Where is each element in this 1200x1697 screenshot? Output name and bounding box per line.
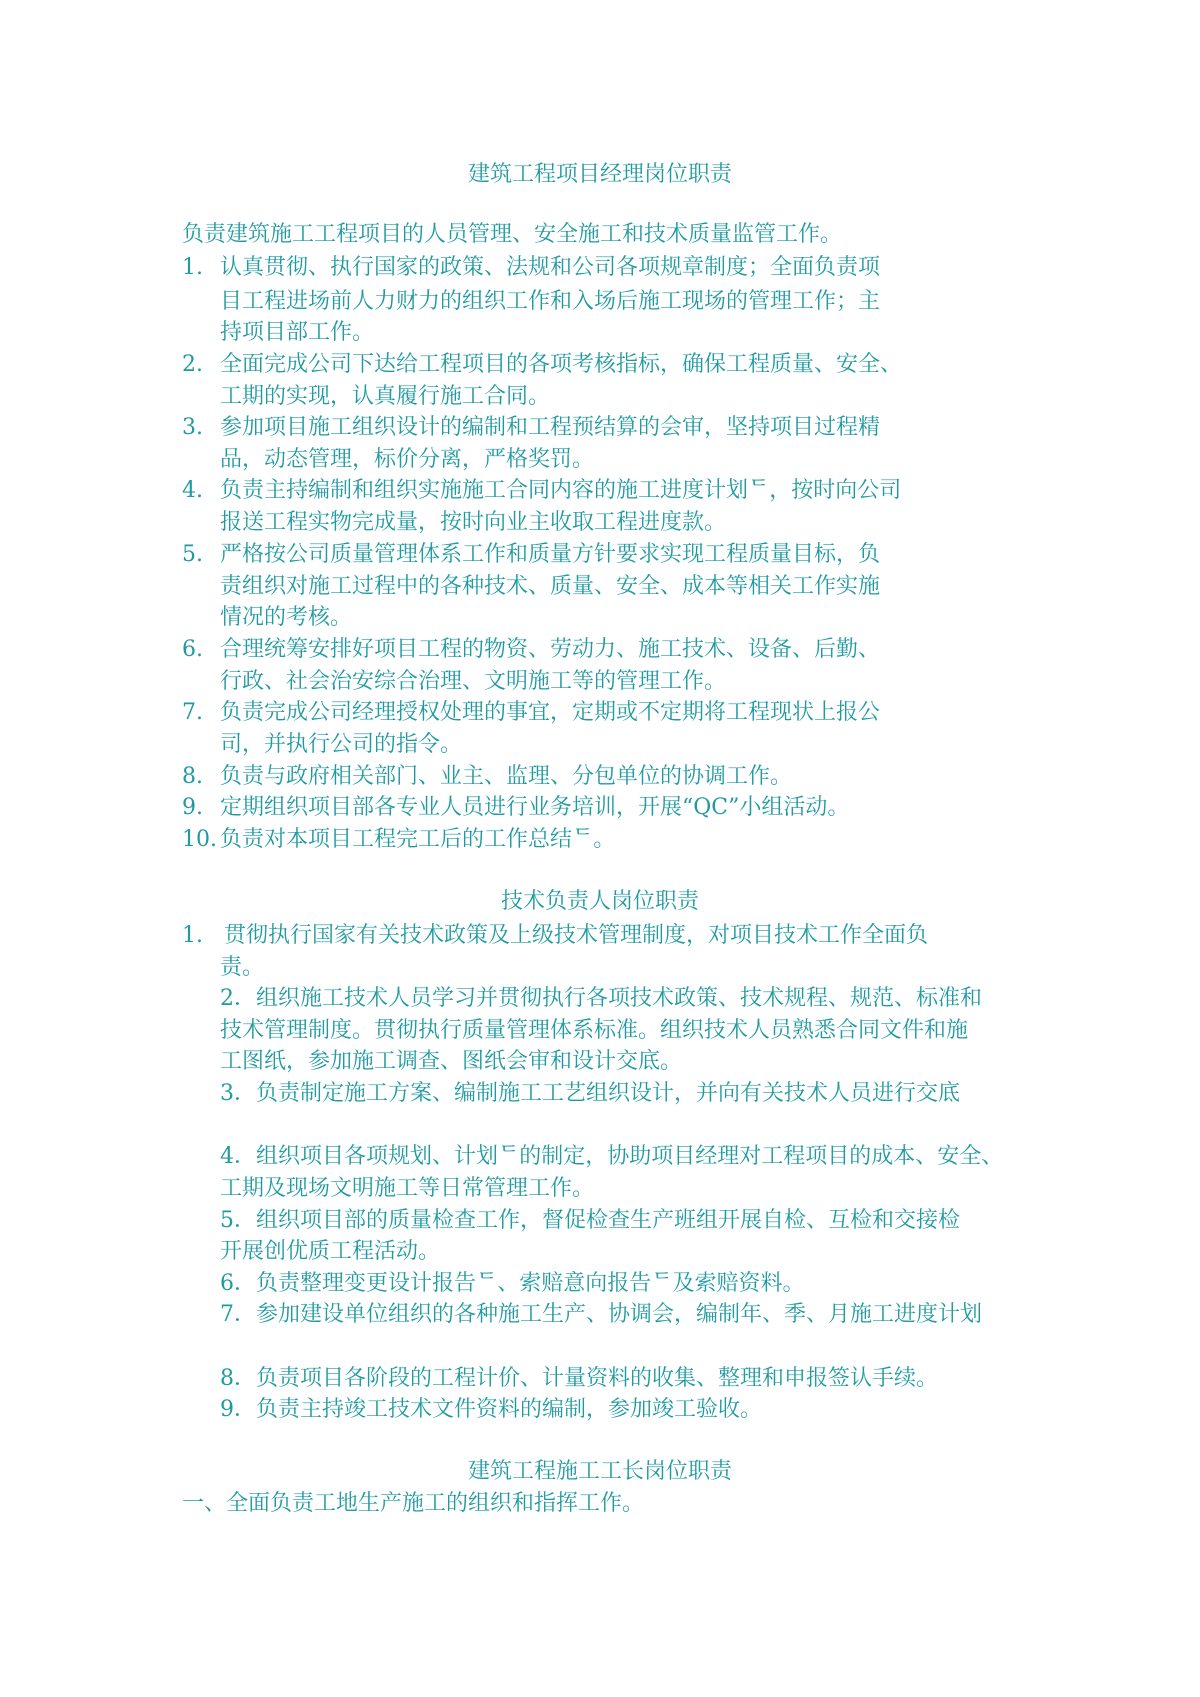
paragraph-line: 7．参加建设单位组织的各种施工生产、协调会，编制年、季、月施工进度计划 — [220, 1302, 982, 1327]
list-item-number: 6. — [182, 637, 203, 662]
list-item — [182, 762, 792, 792]
list-item-text: 负责对本项目工程完工后的工作总结ᄃ。 — [220, 827, 616, 852]
list-item — [182, 413, 880, 443]
list-item-number: 1. — [182, 923, 203, 948]
paragraph-line: 工期及现场文明施工等日常管理工作。 — [220, 1176, 595, 1201]
list-item-continuation: 品，动态管理，标价分离，严格奖罚。 — [220, 447, 595, 472]
list-item — [182, 635, 880, 665]
section2-title: 技术负责人岗位职责 — [500, 889, 699, 914]
list-item — [182, 793, 849, 823]
paragraph-line: 9．负责主持竣工技术文件资料的编制，参加竣工验收。 — [220, 1397, 762, 1422]
paragraph-line: 3．负责制定施工方案、编制施工工艺组织设计，并向有关技术人员进行交底 — [220, 1081, 960, 1106]
list-item — [182, 350, 902, 380]
list-item-text: 认真贯彻、执行国家的政策、法规和公司各项规章制度；全面负责项 — [220, 255, 881, 280]
section3-title: 建筑工程施工工长岗位职责 — [467, 1459, 732, 1484]
paragraph-line: 8．负责项目各阶段的工程计价、计量资料的收集、整理和申报签认手续。 — [220, 1366, 938, 1391]
paragraph-line: 2．组织施工技术人员学习并贯彻执行各项技术政策、技术规程、规范、标准和 — [220, 986, 982, 1011]
list-item — [182, 540, 880, 570]
list-item-text: 贯彻执行国家有关技术政策及上级技术管理制度，对项目技术工作全面负 — [224, 923, 929, 948]
list-item-number: 1. — [182, 255, 203, 280]
list-item-text: 严格按公司质量管理体系工作和质量方针要求实现工程质量目标，负 — [220, 542, 881, 567]
list-item — [182, 825, 615, 855]
list-item-number: 8. — [182, 764, 203, 789]
list-item-continuation: 责组织对施工过程中的各种技术、质量、安全、成本等相关工作实施 — [220, 574, 881, 599]
list-item-text: 合理统筹安排好项目工程的物资、劳动力、施工技术、设备、后勤、 — [220, 637, 881, 662]
list-item-number: 3. — [182, 415, 203, 440]
list-item-continuation: 责。 — [220, 955, 265, 980]
paragraph-line: 4．组织项目各项规划、计划ᄃ的制定，协助项目经理对工程项目的成本、安全、 — [220, 1144, 1004, 1169]
list-item-continuation: 目工程进场前人力财力的组织工作和入场后施工现场的管理工作；主 — [220, 289, 881, 314]
paragraph-line: 工图纸，参加施工调查、图纸会审和设计交底。 — [220, 1049, 683, 1074]
list-item-continuation: 情况的考核。 — [220, 605, 353, 630]
list-item-continuation: 持项目部工作。 — [220, 320, 375, 345]
paragraph-line: 5．组织项目部的质量检查工作，督促检查生产班组开展自检、互检和交接检 — [220, 1208, 960, 1233]
list-item-number: 9. — [182, 795, 203, 820]
list-item — [182, 698, 880, 728]
paragraph-line: 技术管理制度。贯彻执行质量管理体系标准。组织技术人员熟悉合同文件和施 — [220, 1018, 969, 1043]
paragraph-line: 一、全面负责工地生产施工的组织和指挥工作。 — [182, 1491, 645, 1516]
list-item-number: 10. — [182, 827, 217, 852]
list-item-continuation: 行政、社会治安综合治理、文明施工等的管理工作。 — [220, 669, 727, 694]
paragraph-line: 开展创优质工程活动。 — [220, 1239, 441, 1264]
list-item-continuation: 报送工程实物完成量，按时向业主收取工程进度款。 — [220, 510, 727, 535]
list-item-number: 7. — [182, 700, 203, 725]
list-item — [182, 253, 880, 283]
list-item-number: 5. — [182, 542, 203, 567]
list-item-number: 2. — [182, 352, 203, 377]
section1-intro: 负责建筑施工工程项目的人员管理、安全施工和技术质量监管工作。 — [182, 222, 843, 247]
list-item-continuation: 司，并执行公司的指令。 — [220, 732, 463, 757]
list-item-text: 负责主持编制和组织实施施工合同内容的施工进度计划ᄃ，按时向公司 — [220, 478, 902, 503]
list-item-text: 参加项目施工组织设计的编制和工程预结算的会审，坚持项目过程精 — [220, 415, 881, 440]
list-item-text: 定期组织项目部各专业人员进行业务培训，开展“QC”小组活动。 — [220, 795, 850, 820]
list-item-number: 4. — [182, 478, 203, 503]
list-item — [182, 921, 928, 951]
list-item — [182, 476, 901, 506]
list-item-continuation: 工期的实现，认真履行施工合同。 — [220, 384, 551, 409]
list-item-text: 负责与政府相关部门、业主、监理、分包单位的协调工作。 — [220, 764, 793, 789]
list-item-text: 负责完成公司经理授权处理的事宜，定期或不定期将工程现状上报公 — [220, 700, 881, 725]
list-item-text: 全面完成公司下达给工程项目的各项考核指标，确保工程质量、安全、 — [220, 352, 903, 377]
section1-title: 建筑工程项目经理岗位职责 — [467, 162, 732, 187]
paragraph-line: 6．负责整理变更设计报告ᄃ、索赔意向报告ᄃ及索赔资料。 — [220, 1271, 805, 1296]
